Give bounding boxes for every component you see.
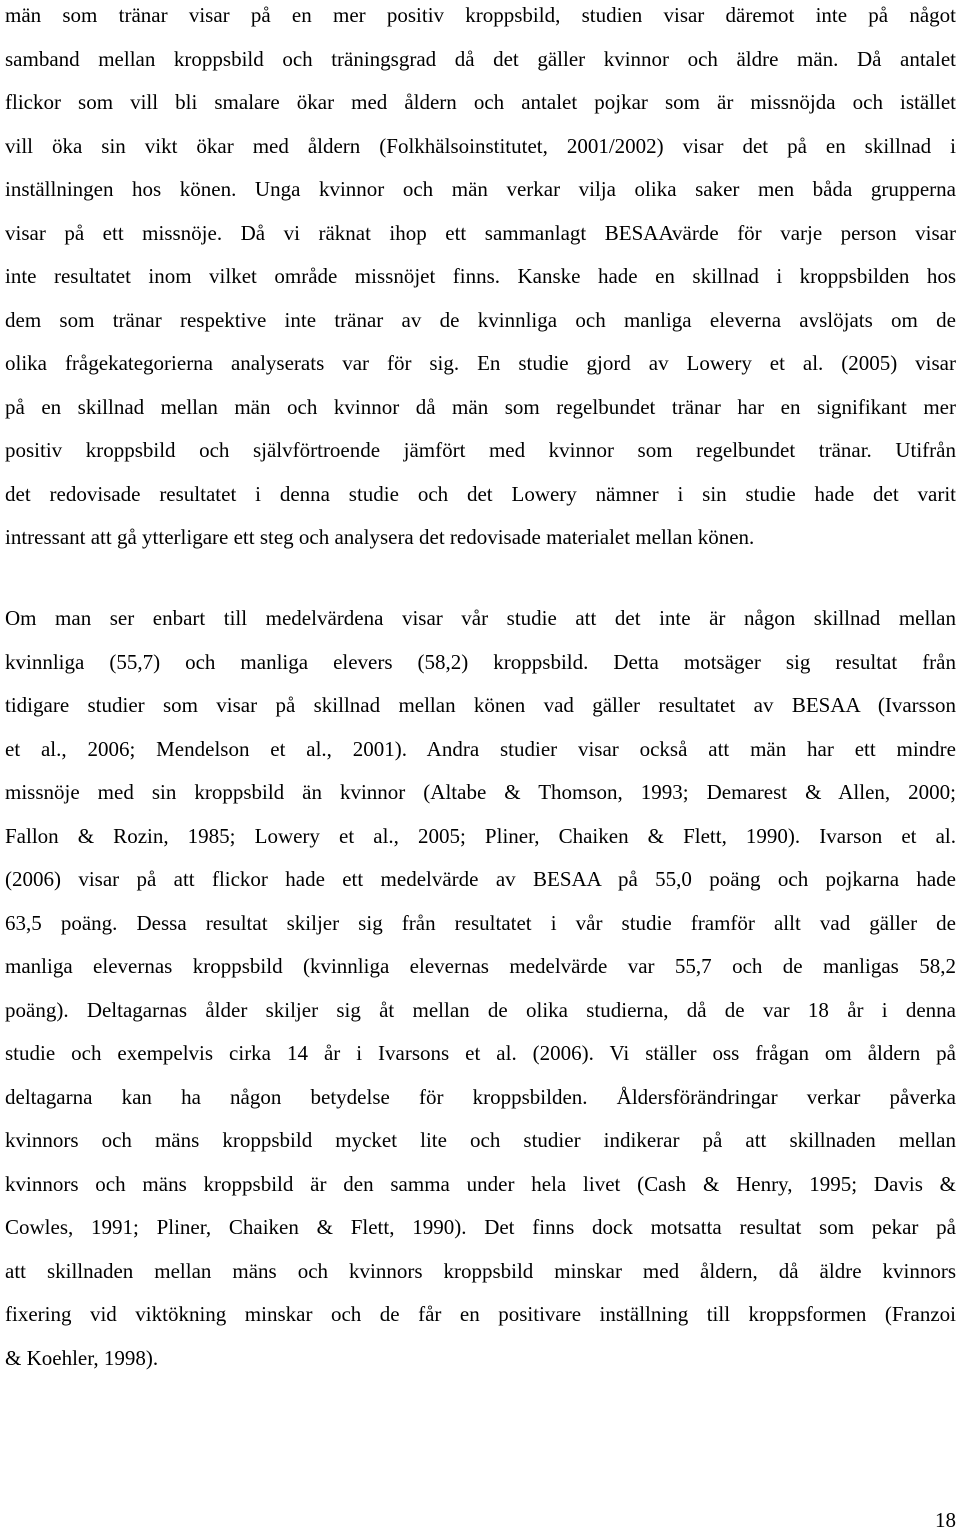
text-line: vill öka sin vikt ökar med åldern (Folkhälsoinstitutet, 2001/2002) visar det på en skillnad i [5,133,956,158]
text-line: & Koehler, 1998). [5,1345,159,1370]
text-line: tidigare studier som visar på skillnad mellan könen vad gäller resultatet av BESAA (Ivarsson [5,693,956,717]
text-line: fixering vid viktökning minskar och de får en positivare inställning till kroppsformen (Franzoi [5,1302,956,1326]
text-line: 63,5 poäng. Dessa resultat skiljer sig från resultatet i vår studie framför allt vad gäller de [5,910,956,935]
text-line: Cowles, 1991; Pliner, Chaiken & Flett, 1990). Det finns dock motsatta resultat som pekar på [5,1215,956,1239]
text-line: inte resultatet inom vilket område missnöjet finns. Kanske hade en skillnad i kroppsbilden hos [5,264,956,288]
text-line: inställningen hos könen. Unga kvinnor och män verkar vilja olika saker men båda grupperna [5,177,956,201]
text-line: flickor som vill bli smalare ökar med åldern och antalet pojkar som är missnöjda och istället [5,90,956,114]
text-line: kvinnors och mäns kroppsbild mycket lite och studier indikerar på att skillnaden mellan [5,1128,956,1152]
text-line: positiv kroppsbild och självförtroende jämfört med kvinnor som regelbundet tränar. Utifrån [5,438,956,462]
text-line: olika frågekategorierna analyserats var för sig. En studie gjord av Lowery et al. (2005) visar [5,351,956,375]
text-line: (2006) visar på att flickor hade ett medelvärde av BESAA på 55,0 poäng och pojkarna hade [5,867,956,891]
text-line: Fallon & Rozin, 1985; Lowery et al., 2005; Pliner, Chaiken & Flett, 1990). Ivarson et al. [5,823,956,848]
text-line: på en skillnad mellan män och kvinnor då män som regelbundet tränar har en signifikant mer [5,394,956,419]
text-line: deltagarna kan ha någon betydelse för kroppsbilden. Åldersförändringar verkar påverka [5,1084,956,1109]
text-line: manliga elevernas kroppsbild (kvinnliga elevernas medelvärde var 55,7 och de manligas 58,2 [5,954,956,978]
paragraph [5,0,956,560]
text-line: män som tränar visar på en mer positiv kroppsbild, studien visar däremot inte på något [5,3,956,27]
text-line: kvinnors och mäns kroppsbild är den samma under hela livet (Cash & Henry, 1995; Davis & [5,1171,956,1196]
text-line: studie och exempelvis cirka 14 år i Ivarsons et al. (2006). Vi ställer oss frågan om åldern på [5,1041,956,1065]
text-line: dem som tränar respektive inte tränar av de kvinnliga och manliga eleverna avslöjats om de [5,307,956,332]
text-line: intressant att gå ytterligare ett steg och analysera det redovisade materialet mellan könen. [5,525,755,549]
paragraph [5,597,956,1380]
text-line: kvinnliga (55,7) och manliga elevers (58,2) kroppsbild. Detta motsäger sig resultat från [5,649,956,674]
text-line: samband mellan kroppsbild och träningsgrad då det gäller kvinnor och äldre män. Då antalet [5,46,956,71]
text-line: missnöje med sin kroppsbild än kvinnor (Altabe & Thomson, 1993; Demarest & Allen, 2000; [5,780,956,804]
text-line: et al., 2006; Mendelson et al., 2001). Andra studier visar också att män har ett mindre [5,736,956,761]
text-line: att skillnaden mellan mäns och kvinnors kroppsbild minskar med åldern, då äldre kvinnors [5,1258,956,1283]
text-line: visar på ett missnöje. Då vi räknat ihop ett sammanlagt BESAAvärde för varje person visar [5,220,956,245]
page-number: 18 [935,1508,956,1532]
text-line: Om man ser enbart till medelvärdena visar vår studie att det inte är någon skillnad mellan [5,606,956,630]
text-line: poäng). Deltagarnas ålder skiljer sig åt mellan de olika studierna, då de var 18 år i denna [5,997,956,1022]
text-line: det redovisade resultatet i denna studie och det Lowery nämner i sin studie hade det varit [5,481,956,506]
